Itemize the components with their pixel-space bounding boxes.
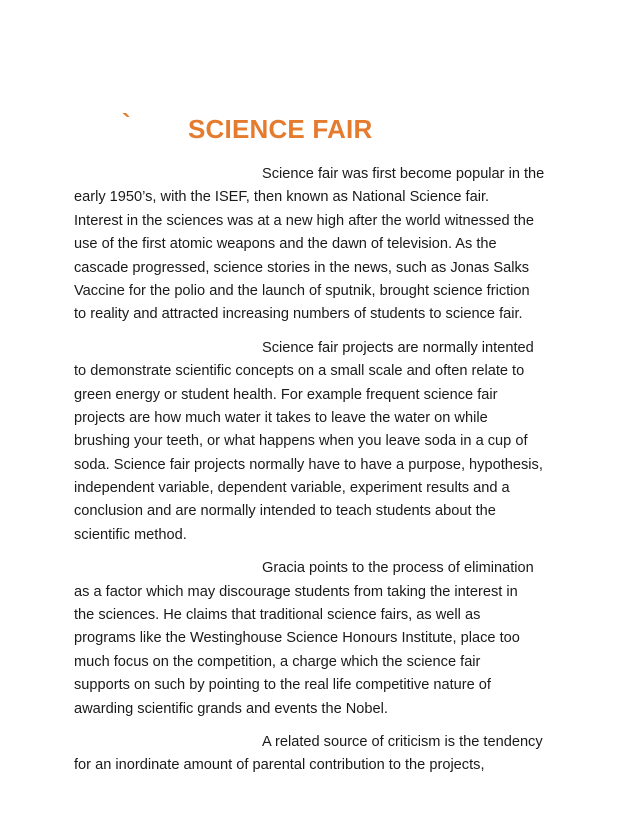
paragraph-1 [74, 163, 564, 327]
paragraph-line: green energy or student health. For example frequent science fair [74, 386, 498, 403]
paragraph-line: programs like the Westinghouse Science Honours Institute, place too [74, 630, 520, 647]
paragraph-line: Science fair was first become popular in the [262, 166, 545, 182]
paragraph-4 [74, 731, 564, 778]
paragraph-line: Vaccine for the polio and the launch of sputnik, brought science friction [74, 282, 530, 299]
paragraph-line: to demonstrate scientific concepts on a small scale and often relate to [74, 363, 525, 380]
paragraph-line: projects are how much water it takes to leave the water on while [74, 409, 488, 426]
paragraph-line: soda. Science fair projects normally have to have a purpose, hypothesis, [74, 456, 543, 473]
paragraph-3 [74, 557, 564, 721]
paragraph-line: the sciences. He claims that traditional science fairs, as well as [74, 607, 481, 624]
paragraph-line: to reality and attracted increasing numbers of students to science fair. [74, 306, 523, 323]
paragraph-line: scientific method. [74, 526, 187, 543]
paragraph-line: cascade progressed, science stories in the news, such as Jonas Salks [74, 259, 530, 276]
paragraph-line: brushing your teeth, or what happens when you leave soda in a cup of [74, 433, 528, 450]
paragraph-line: awarding scientific grands and events the Nobel. [74, 700, 388, 717]
paragraph-line: Gracia points to the process of elimination [262, 560, 534, 577]
paragraph-line: use of the first atomic weapons and the dawn of television. As the [74, 236, 497, 253]
paragraph-line: conclusion and are normally intended to teach students about the [74, 503, 496, 520]
paragraph-line: much focus on the competition, a charge which the science fair [74, 653, 481, 670]
paragraph-line: Science fair projects are normally intented [262, 339, 534, 356]
paragraph-line: A related source of criticism is the tendency [262, 733, 543, 750]
paragraph-spacer [74, 327, 564, 337]
paragraph-line: supports on such by pointing to the real life competitive nature of [74, 677, 491, 694]
paragraph-line: early 1950’s, with the ISEF, then known as National Science fair. [74, 189, 490, 206]
paragraph-line: independent variable, dependent variable, experiment results and a [74, 480, 510, 497]
paragraph-line: Interest in the sciences was at a new high after the world witnessed the [74, 212, 534, 229]
paragraph-2 [74, 337, 564, 548]
paragraph-spacer [74, 547, 564, 557]
paragraph-line: for an inordinate amount of parental contribution to the projects, [74, 757, 485, 774]
page-title: SCIENCE FAIR [188, 114, 373, 144]
paragraph-spacer [74, 721, 564, 731]
paragraph-line: as a factor which may discourage students from taking the interest in [74, 583, 518, 600]
stray-backtick: ` [122, 108, 131, 138]
body-text [74, 163, 564, 778]
